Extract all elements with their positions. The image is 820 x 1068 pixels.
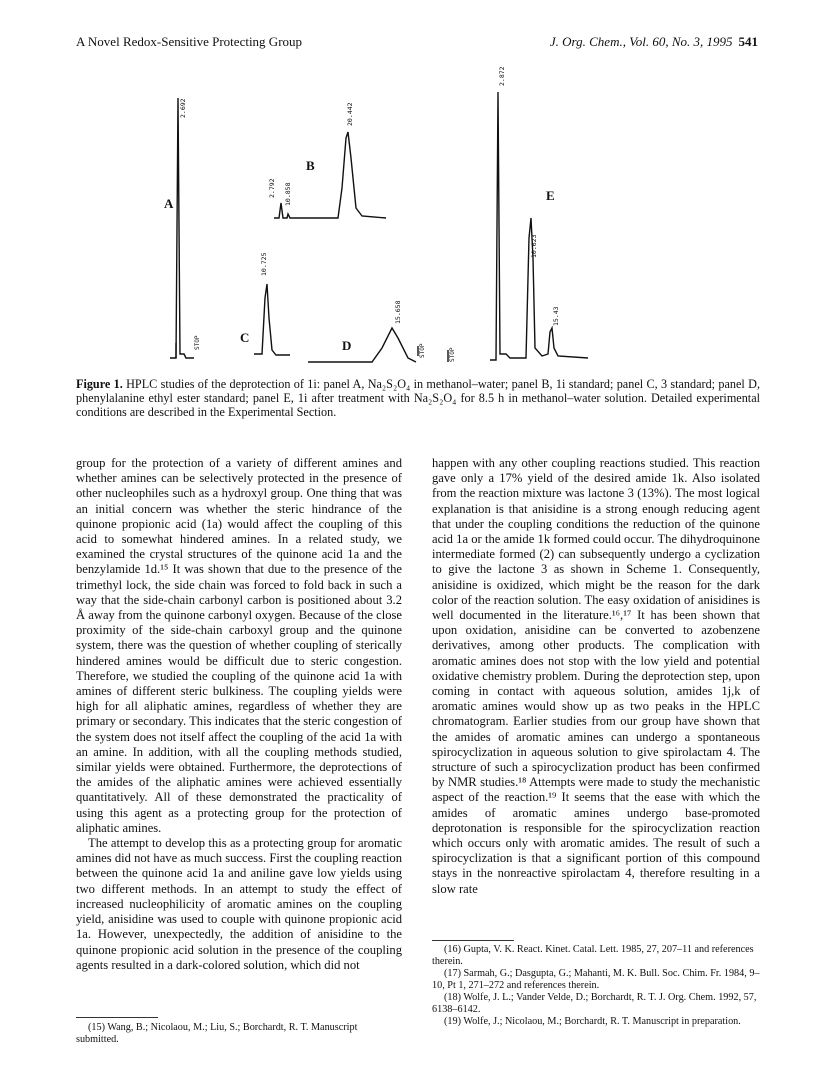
right-column — [432, 456, 760, 897]
panel-a-peak-label: 2.692 — [179, 98, 187, 118]
panel-a-stop: STOP — [194, 335, 201, 350]
figure-caption — [76, 377, 760, 419]
journal-citation — [550, 34, 758, 50]
footnote-rule-right — [432, 940, 514, 941]
panel-e-peak-label-2: 10.623 — [530, 234, 538, 258]
panel-d — [308, 300, 456, 362]
panel-b-peak-label-1: 2.792 — [268, 178, 276, 198]
footnote: (15) Wang, B.; Nicolaou, M.; Liu, S.; Borchardt, R. T. Manuscript submitted. — [76, 1022, 358, 1045]
panel-e-label: E — [546, 188, 555, 203]
paragraph: group for the protection of a variety of different amines and whether amines can be selectively protected in the presence of other nucleophiles such as a hydroxyl group. One thing that was an initial concern was whether the steric hindrance of the quinone propionic acid (1a) would affect the coupling of this acid to somewhat hindered amines. In a related study, we examined the crystal structures of the quinone acid 1a and the benzylamide 1d.¹⁵ It was shown that due to the presence of the trimethyl lock, the side chain was forced to fold back in such a way that the side-chain carbonyl carbon is positioned about 3.2 Å away from the quinone carbonyl oxygen. Because of the close proximity of the side-chain carboxyl group and the quinone system, there was the question of whether coupling of sterically hindered amines would be difficult due to steric congestion. Therefore, we studied the coupling of the quinone acid 1a with amines of different steric bulkiness. The coupling yields were high for all aliphatic amines, regardless of whether they are primary or secondary. This indicates that the steric congestion of the system does not itself affect the coupling of the acid 1a with an amine. In addition, with all the coupling methods studied, similar yields were obtained. Furthermore, the deprotections of the amides of the aliphatic amines were achieved essentially quantitatively. All of these demonstrated the practicality of using this agent as a protecting group for the protection of aliphatic amines. — [76, 456, 402, 835]
panel-c-stop: STOP — [419, 343, 426, 358]
footnotes-left — [76, 1022, 402, 1046]
page-number: 541 — [738, 34, 758, 49]
chromatogram-panels — [76, 58, 760, 374]
panel-e — [490, 66, 588, 360]
footnote: (19) Wolfe, J.; Nicolaou, M.; Borchardt, R. T. Manuscript in preparation. — [444, 1016, 741, 1027]
panel-b-label: B — [306, 158, 315, 173]
panel-e-peak-label-1: 2.872 — [498, 66, 506, 86]
panel-e-trace — [490, 92, 588, 360]
journal-name: J. Org. Chem., Vol. 60, No. 3, 1995 — [549, 34, 733, 49]
panel-a-label: A — [164, 196, 174, 211]
panel-d-stop: STOP — [449, 347, 456, 362]
panel-d-peak-label: 15.658 — [394, 300, 402, 324]
footnotes-right — [432, 944, 760, 1028]
panel-c-trace — [254, 284, 290, 355]
paragraph: The attempt to develop this as a protecting group for aromatic amines did not have as much success. First the coupling reaction between the quinone acid 1a and aniline gave low yields using two different methods. In an attempt to study the effect of increased nucleophilicity of aromatic amines on the coupling yield, anisidine was used to couple with quinone propionic acid 1a. However, unexpectedly, the addition of anisidine to the quinone propionic acid solution in the presence of the coupling agents resulted in a dark-colored solution, which did not — [76, 836, 402, 972]
figure-label: Figure 1. — [76, 377, 123, 391]
paragraph: happen with any other coupling reactions studied. This reaction gave only a 17% yield of the desired amide 1k. Also isolated from the reaction mixture was lactone 3 (13%). The most logical explanation is that anisidine is a strong enough reducing agent that under the coupling conditions the reduction of the quinone acid 1a or the amide 1k formed could occur. The dihydroquinone intermediate formed (2) can subsequently undergo a cyclization to give the lactone 3 as shown in Scheme 1. Consequently, anisidine is oxidized, which might be the reason for the dark color of the reaction solution. The easy oxidation of anisidines is well documented in the literature.¹⁶,¹⁷ It has been shown that upon oxidation, anisidine can be converted to azobenzene derivatives, among other products. The complication with aromatic amines does not stop with the low yield and potential oxidative chemistry problem. During the deprotection step, upon coming in contact with aqueous solution, amides 1j,k of aromatic amines would show up as two peaks in the HPLC chromatogram. Earlier studies from our group have shown that the amides of aromatic amines can undergo a spontaneous spirocyclization in aqueous solution to give spirolactam 4. The structure of such a spirocyclization product has been confirmed by NMR studies.¹⁸ Attempts were made to study the mechanistic aspect of the reaction.¹⁹ It seems that the ease with which the amides of aromatic amines undergo base-promoted deprotonation is responsible for the spirocyclization reaction which occurs only with aromatic amides. The result of such a spirocyclization is that a significant portion of this compound stays in the nonreactive spirolactam 4, therefore resulting in a slow rate — [432, 456, 760, 896]
panel-b-peak-label-2: 10.858 — [284, 182, 292, 206]
panel-e-peak-label-3: 15.43 — [552, 306, 560, 326]
left-column — [76, 456, 402, 973]
panel-d-trace — [308, 328, 416, 362]
running-title: A Novel Redox-Sensitive Protecting Group — [76, 34, 303, 49]
footnote: (17) Sarmah, G.; Dasgupta, G.; Mahanti, M. K. Bull. Soc. Chim. Fr. 1984, 9–10, Pt 1, 271–272 and references therein. — [432, 968, 760, 991]
footnote: (16) Gupta, V. K. React. Kinet. Catal. Lett. 1985, 27, 207–11 and references therein. — [432, 944, 754, 967]
panel-a — [164, 98, 201, 358]
panel-b — [268, 102, 386, 218]
panel-d-label: D — [342, 338, 352, 353]
figure-caption-text: HPLC studies of the deprotection of 1i: panel A, Na₂S₂O₄ in methanol–water; panel B, 1i standard; panel C, 3 standard; panel D, phenylalanine ethyl ester standard; panel E, 1i after treatment with Na₂S₂O₄ for 8.5 h in methanol–water solution. Detailed experimental conditions are described in the Experimental Section. — [76, 377, 760, 419]
panel-a-trace — [170, 98, 194, 358]
panel-b-peak-label-3: 20.442 — [346, 102, 354, 126]
footnote: (18) Wolfe, J. L.; Vander Velde, D.; Borchardt, R. T. J. Org. Chem. 1992, 57, 6138–6142. — [432, 992, 757, 1015]
panel-c-label: C — [240, 330, 250, 345]
footnote-rule-left — [76, 1017, 158, 1018]
panel-c-peak-label: 10.725 — [260, 252, 268, 276]
running-header — [76, 34, 758, 52]
hplc-figure — [76, 58, 760, 374]
